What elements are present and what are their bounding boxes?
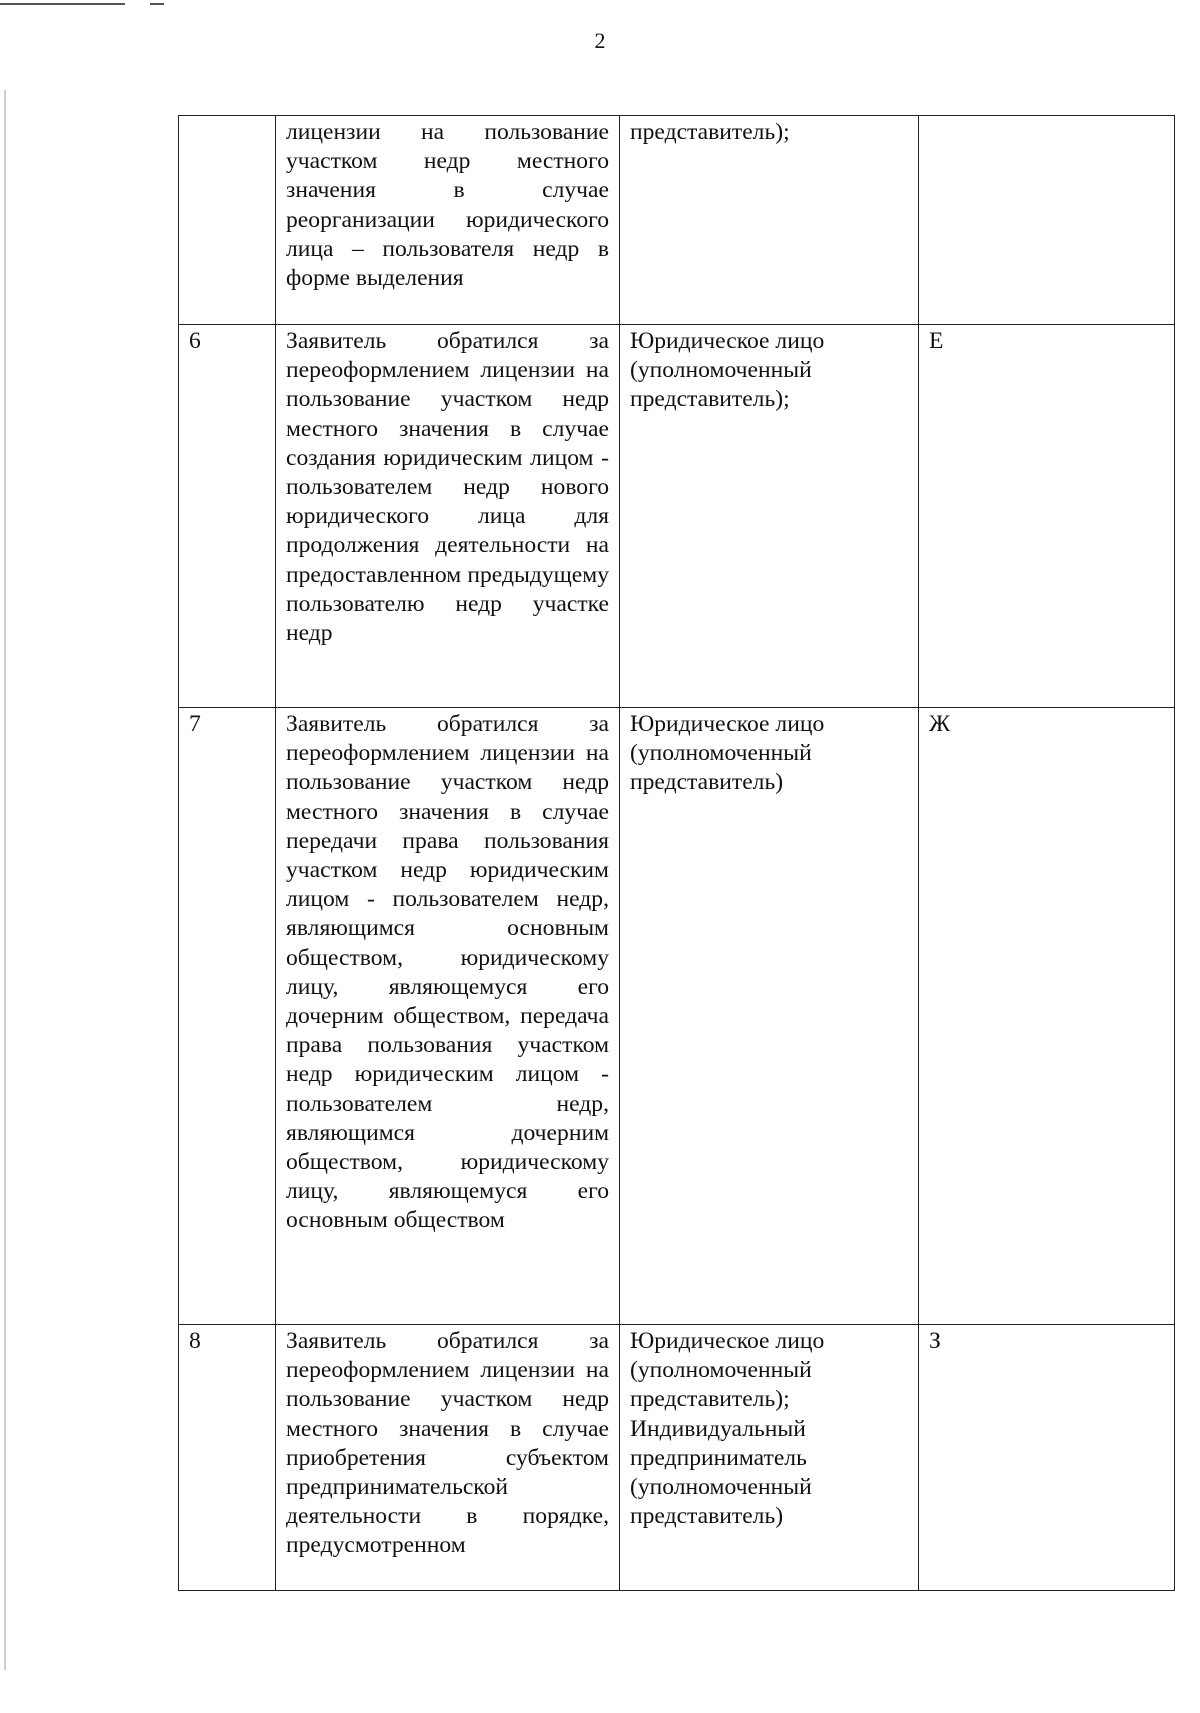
row-description-cell xyxy=(276,1325,620,1591)
page-number: 2 xyxy=(594,28,606,53)
table-row xyxy=(179,325,1175,708)
row-applicant-cell: Юридическое лицо (уполномоченный представитель) xyxy=(620,708,919,1325)
row-description-text: Заявитель обратился за переоформлением лицензии на пользование участком недр местного значения в случае создания юридическим лицом - пользователем недр нового юридического лица для продолжения деятельности на предоставленном предыдущему пользователю недр участке недр xyxy=(286,328,609,647)
scan-artifact-line xyxy=(150,3,164,5)
row-number-cell: 8 xyxy=(179,1325,276,1591)
row-description-cell xyxy=(276,325,620,708)
table-row xyxy=(179,1325,1175,1591)
row-applicant-cell: Юридическое лицо (уполномоченный представитель); Индивидуальный предприниматель (уполномоченный представитель) xyxy=(620,1325,919,1591)
table-row xyxy=(179,116,1175,325)
row-description-text: лицензии на пользование участком недр местного значения в случае реорганизации юридического лица – пользователя недр в форме выделения xyxy=(286,119,609,292)
row-number-cell: 7 xyxy=(179,708,276,1325)
row-applicant-cell: Юридическое лицо (уполномоченный представитель); xyxy=(620,325,919,708)
row-description-cell xyxy=(276,708,620,1325)
row-code-cell: З xyxy=(919,1325,1175,1591)
row-code-cell: Е xyxy=(919,325,1175,708)
row-number-cell: 6 xyxy=(179,325,276,708)
row-code-cell: Ж xyxy=(919,708,1175,1325)
row-description-text: Заявитель обратился за переоформлением лицензии на пользование участком недр местного значения в случае приобретения субъектом предпринимательской деятельности в порядке, предусмотренном xyxy=(286,1328,609,1559)
scan-artifact-edge xyxy=(4,90,6,1670)
table-row xyxy=(179,708,1175,1325)
scan-artifact-line xyxy=(0,3,125,5)
services-table xyxy=(178,115,1175,1591)
row-applicant-cell: представитель); xyxy=(620,116,919,325)
row-description-text: Заявитель обратился за переоформлением лицензии на пользование участком недр местного значения в случае передачи права пользования участком недр юридическим лицом - пользователем недр, являющимся основным обществом, юридическому лицу, являющемуся его дочерним обществом, передача права пользования участком недр юридическим лицом - пользователем недр, являющимся дочерним обществом, юридическому лицу, являющемуся его основным обществом xyxy=(286,711,609,1234)
row-description-cell xyxy=(276,116,620,325)
row-number-cell xyxy=(179,116,276,325)
row-code-cell xyxy=(919,116,1175,325)
